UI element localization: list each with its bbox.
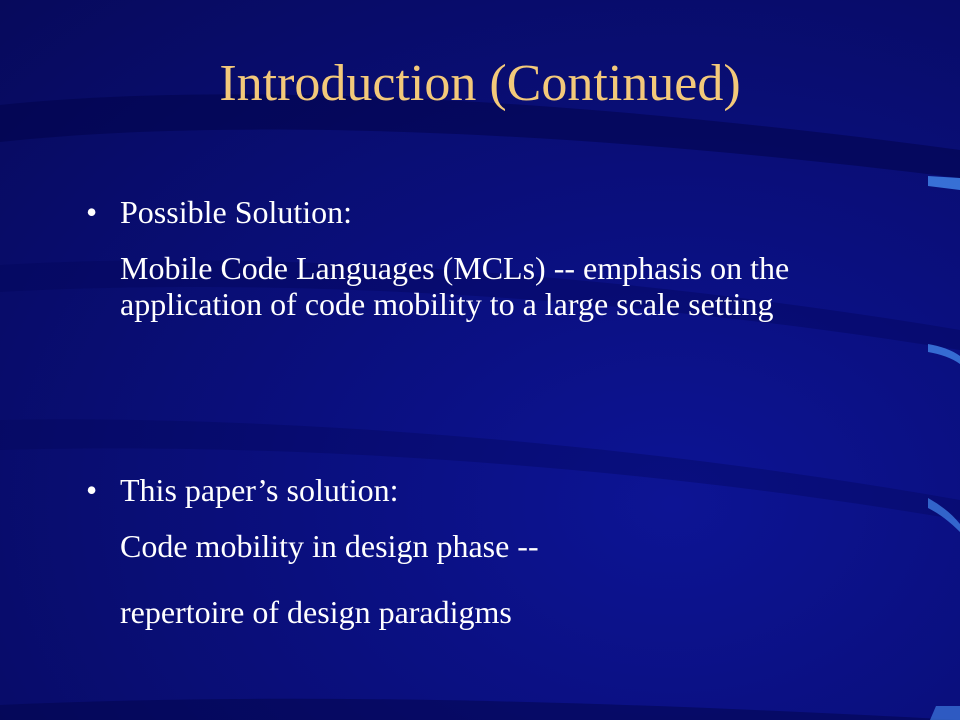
- bullet-label: Possible Solution:: [120, 194, 353, 230]
- bullet-item-possible-solution: [86, 192, 352, 232]
- bullet-subtext-line: Code mobility in design phase --: [120, 528, 539, 564]
- bullet-label: This paper’s solution:: [120, 472, 399, 508]
- slide-title: Introduction (Continued): [219, 55, 741, 112]
- bullet-subtext-line: repertoire of design paradigms: [120, 594, 512, 630]
- bullet-item-paper-solution: [86, 470, 399, 510]
- bullet-marker: •: [86, 194, 98, 230]
- bullet-subtext: Mobile Code Languages (MCLs) -- emphasis on the application of code mobility to a large scale setting: [120, 250, 790, 322]
- bullet-marker: •: [86, 472, 98, 508]
